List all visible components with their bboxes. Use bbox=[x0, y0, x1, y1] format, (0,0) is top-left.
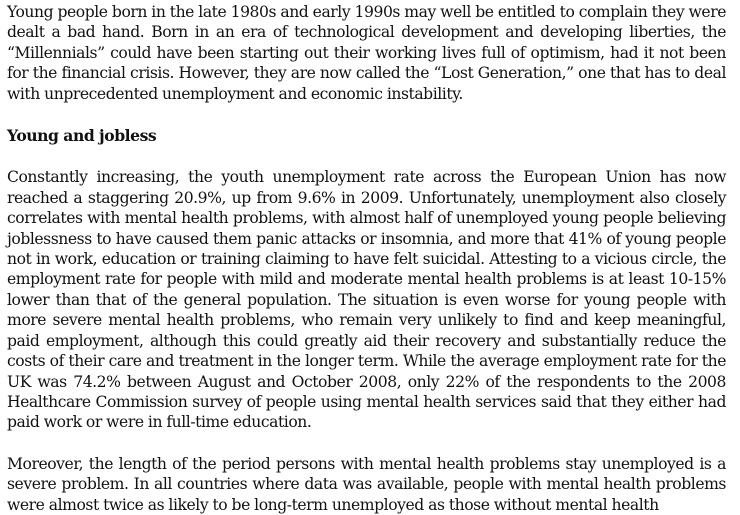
section-heading: Young and jobless bbox=[7, 126, 157, 146]
document-page bbox=[7, 2, 726, 515]
body-paragraph-continued: Moreover, the length of the period persons with mental health problems stay unemployed is a severe problem. In all countries where data was available, people with mental health problems were almost twice as likely to be long-term unemployed as those without mental health bbox=[7, 454, 726, 514]
body-paragraph: Constantly increasing, the youth unemployment rate across the European Union has now reached a staggering 20.9%, up from 9.6% in 2009. Unfortunately, unemployment also closely correlates with mental health problems, with almost half of unemployed young people believing joblessness to have caused them panic attacks or insomnia, and more that 41% of young people not in work, education or training claiming to have felt suicidal. Attesting to a vicious circle, the employment rate for people with mild and moderate mental health problems is at least 10-15% lower than that of the general population. The situation is even worse for young people with more severe mental health problems, who remain very unlikely to find and keep meaningful, paid employment, although this could greatly aid their recovery and substantially reduce the costs of their care and treatment in the longer term. While the average employment rate for the UK was 74.2% between August and October 2008, only 22% of the respondents to the 2008 Healthcare Commission survey of people using mental health services said that they either had paid work or were in full-time education. bbox=[7, 168, 726, 432]
intro-paragraph: Young people born in the late 1980s and early 1990s may well be entitled to complain they were dealt a bad hand. Born in an era of technological development and developing liberties, the “Millennials” could have been starting out their working lives full of optimism, had it not been for the financial crisis. However, they are now called the “Lost Generation,” one that has to deal with unprecedented unemployment and economic instability. bbox=[7, 3, 726, 103]
